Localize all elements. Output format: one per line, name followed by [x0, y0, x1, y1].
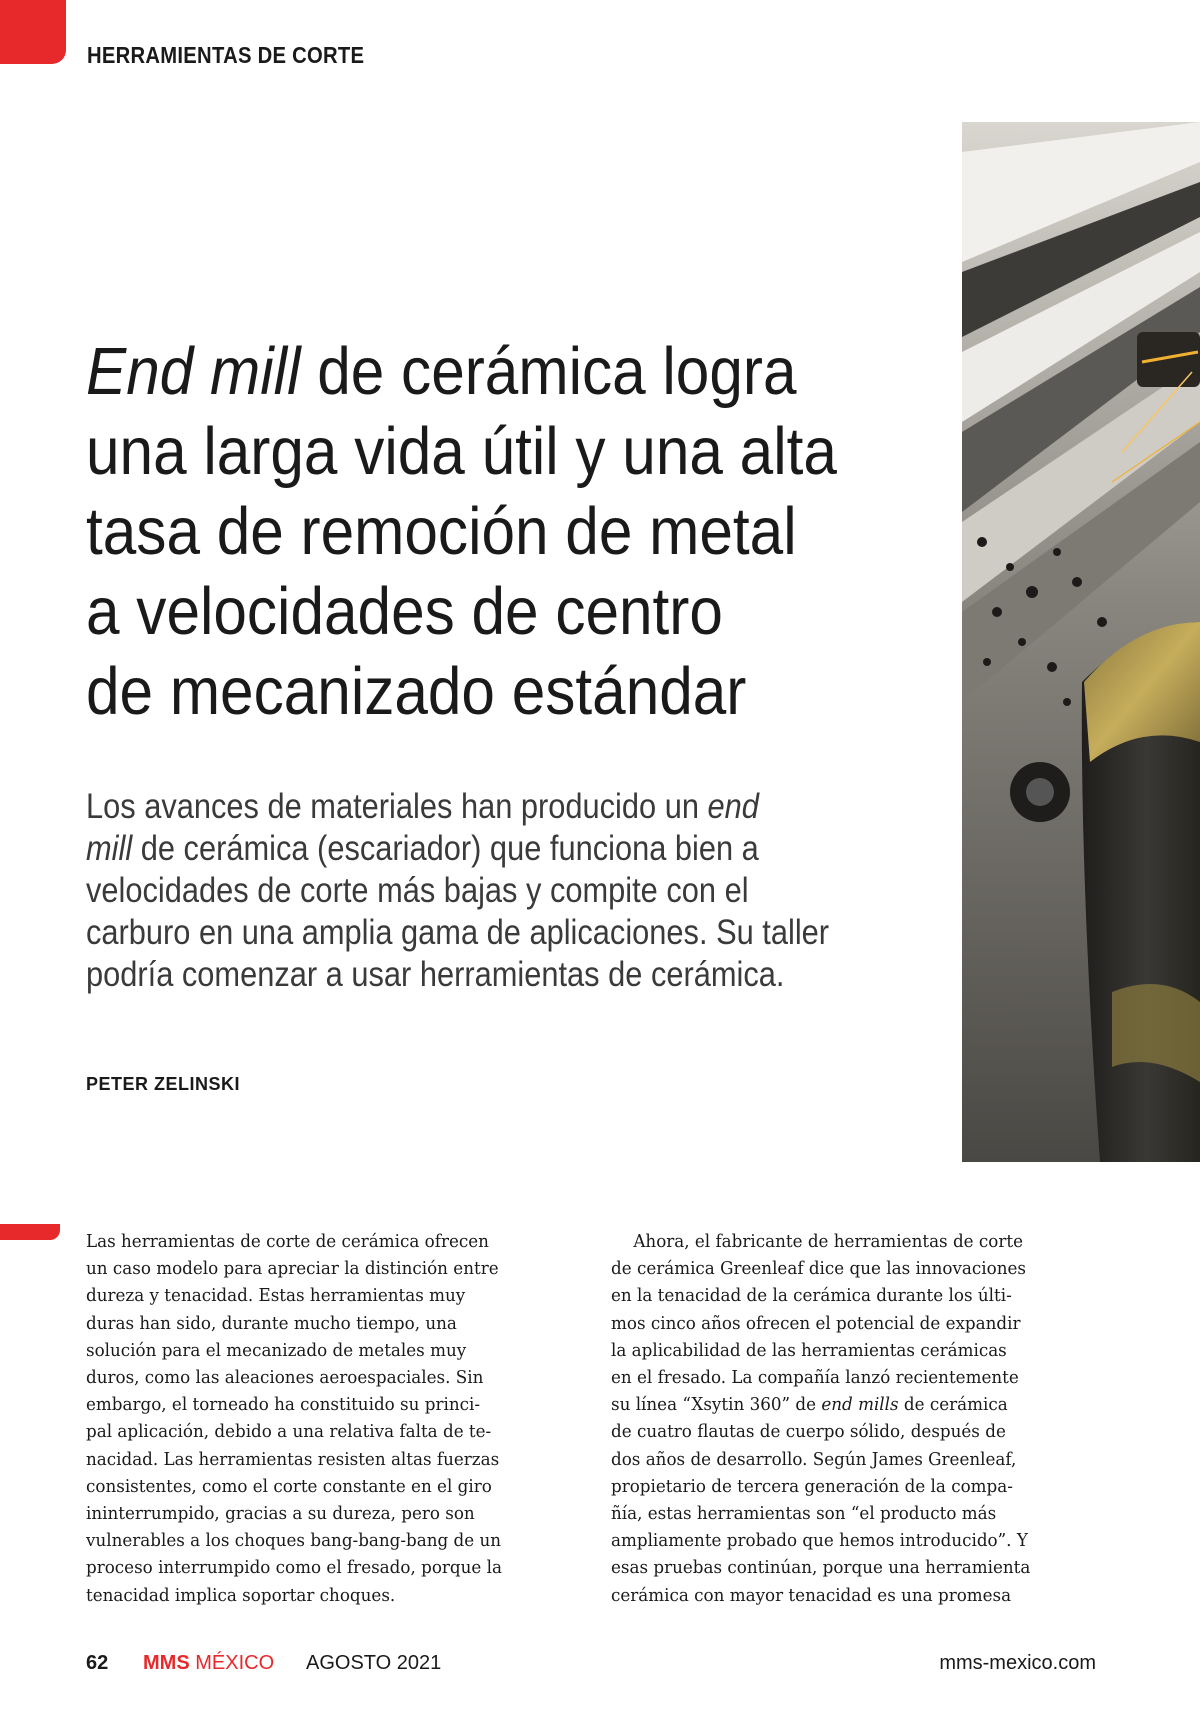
body-line: de cerámica Greenleaf dice que las innovaciones: [611, 1258, 1027, 1280]
title-line: End mill de cerámica logra: [86, 334, 797, 409]
body-line: su línea “Xsytin 360” de end mills de cerámica: [611, 1394, 1008, 1416]
body-line: en la tenacidad de la cerámica durante los últi-: [611, 1285, 1012, 1307]
body-line: pal aplicación, debido a una relativa falta de te-: [86, 1421, 492, 1443]
body-line: consistentes, como el corte constante en el giro: [86, 1475, 492, 1497]
title-line: a velocidades de centro: [86, 574, 723, 649]
body-line: tenacidad implica soportar choques.: [86, 1584, 396, 1606]
deck-line: carburo en una amplia gama de aplicaciones. Su taller: [86, 913, 830, 952]
deck-line: podría comenzar a usar herramientas de cerámica.: [86, 955, 785, 994]
body-line: cerámica con mayor tenacidad es una promesa: [611, 1584, 1012, 1606]
red-corner-tab: [0, 0, 66, 64]
body-line: duros, como las aleaciones aeroespaciales. Sin: [86, 1367, 484, 1389]
body-line: embargo, el torneado ha constituido su princi-: [86, 1394, 481, 1416]
body-column-left: [86, 1228, 551, 1609]
body-line: vulnerables a los choques bang-bang-bang de un: [86, 1530, 502, 1552]
body-line: Ahora, el fabricante de herramientas de corte: [633, 1231, 1024, 1252]
body-line: solución para el mecanizado de metales muy: [86, 1339, 467, 1361]
page-number: 62: [86, 1652, 109, 1674]
title-line: tasa de remoción de metal: [86, 494, 797, 569]
body-line: ininterrumpido, gracias a su dureza, pero son: [86, 1503, 475, 1525]
issue-date: AGOSTO 2021: [306, 1652, 442, 1674]
brand-mms: MMS: [143, 1652, 190, 1674]
body-line: proceso interrumpido como el fresado, porque la: [86, 1557, 502, 1579]
body-line: ñía, estas herramientas son “el producto más: [611, 1503, 997, 1525]
deck-line: velocidades de corte más bajas y compite con el: [86, 871, 749, 910]
magazine-brand: [143, 1652, 274, 1675]
brand-mexico: MÉXICO: [195, 1652, 275, 1674]
body-line: dos años de desarrollo. Según James Greenleaf,: [611, 1448, 1017, 1470]
body-line: nacidad. Las herramientas resisten altas fuerzas: [86, 1448, 500, 1470]
body-line: esas pruebas continúan, porque una herramienta: [611, 1557, 1031, 1579]
article-deck: [86, 786, 860, 996]
deck-line: mill de cerámica (escariador) que funciona bien a: [86, 829, 759, 868]
body-line: la aplicabilidad de las herramientas cerámicas: [611, 1339, 1007, 1361]
end-mill-photo-art: [962, 122, 1200, 1162]
section-label: HERRAMIENTAS DE CORTE: [87, 42, 365, 68]
body-line: un caso modelo para apreciar la distinción entre: [86, 1258, 499, 1280]
deck-line: Los avances de materiales han producido un end: [86, 787, 759, 826]
body-line: de cuatro flautas de cuerpo sólido, después de: [611, 1421, 1006, 1443]
title-line: de mecanizado estándar: [86, 654, 747, 729]
body-line: en el fresado. La compañía lanzó recientemente: [611, 1367, 1019, 1389]
body-line: duras han sido, durante mucho tiempo, una: [86, 1312, 457, 1334]
title-line: una larga vida útil y una alta: [86, 414, 837, 489]
website-link[interactable]: mms-mexico.com: [939, 1652, 1096, 1674]
body-column-right: [611, 1228, 1095, 1609]
body-line: dureza y tenacidad. Estas herramientas muy: [86, 1285, 466, 1307]
article-title: [86, 332, 914, 732]
body-line: propietario de tercera generación de la compa-: [611, 1475, 1013, 1497]
body-line: mos cinco años ofrecen el potencial de expandir: [611, 1312, 1021, 1334]
body-line: Las herramientas de corte de cerámica ofrecen: [86, 1231, 489, 1252]
red-column-tab: [0, 1224, 60, 1240]
end-mill-photo: [962, 122, 1200, 1162]
body-line: ampliamente probado que hemos introducido”. Y: [611, 1530, 1028, 1552]
byline: PETER ZELINSKI: [86, 1074, 241, 1094]
